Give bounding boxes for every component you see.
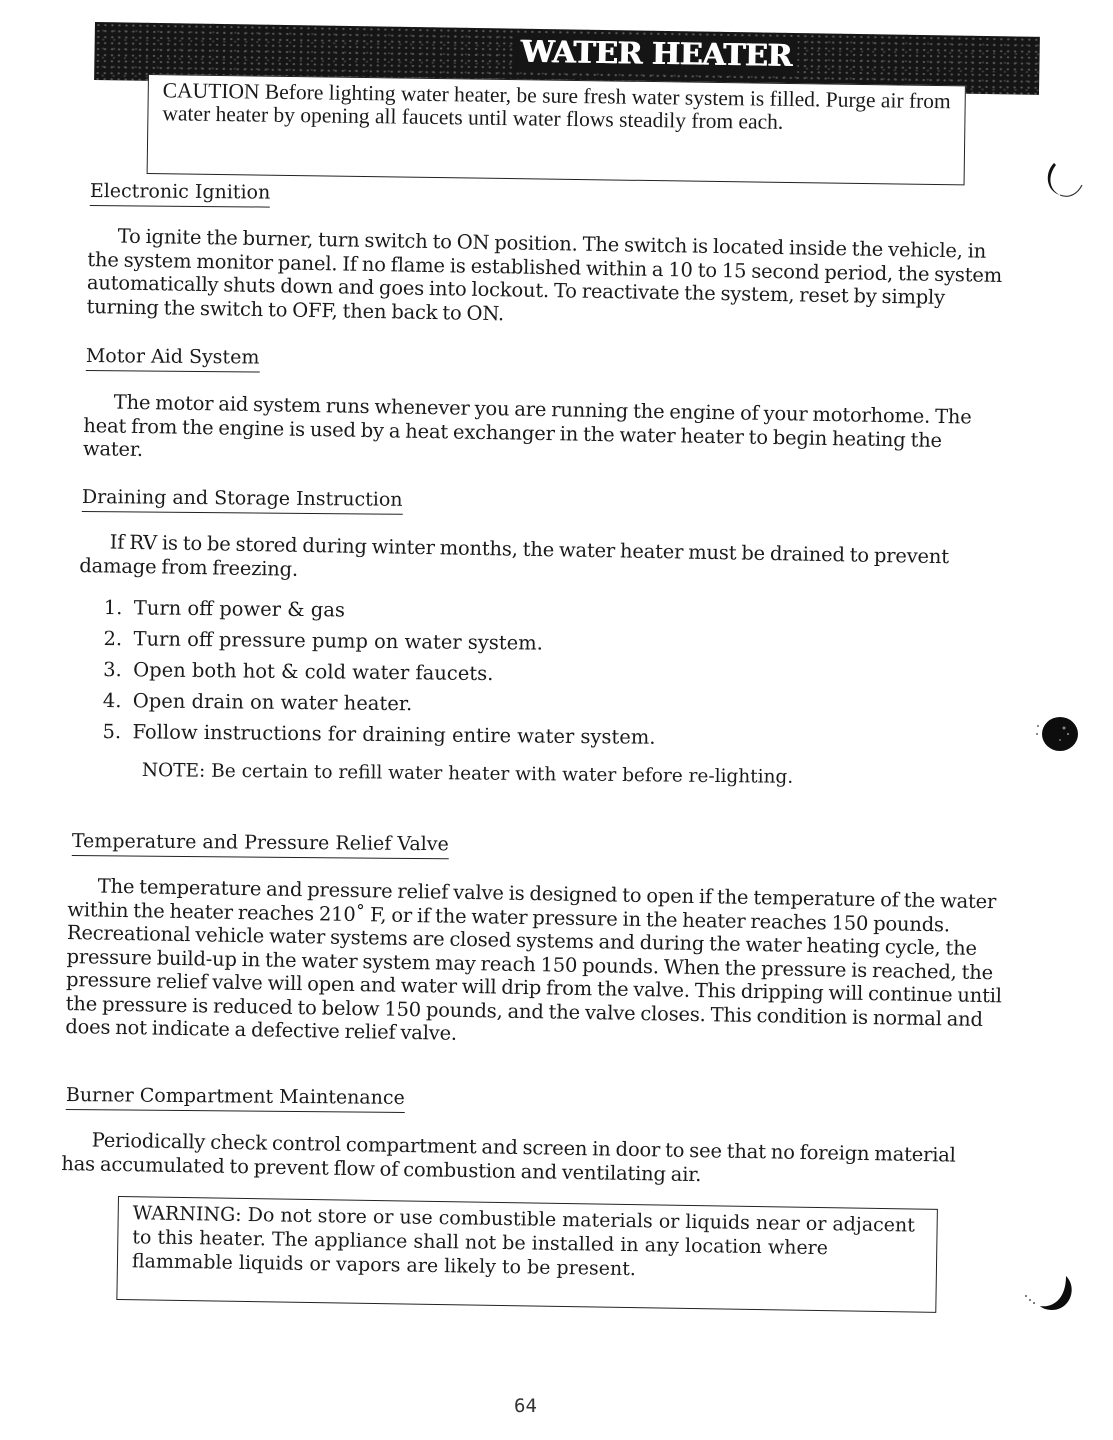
section-heading-relief-valve: Temperature and Pressure Relief Valve: [72, 830, 449, 859]
draining-steps-list: [102, 592, 657, 753]
refill-note: NOTE: Be certain to refill water heater with water before re-lighting.: [141, 760, 794, 788]
page-number: 64: [514, 1395, 537, 1417]
section-body-draining-storage: If RV is to be stored during winter months, the water heater must be drained to prevent damage from freezing.: [79, 530, 950, 581]
list-item: 4. Open drain on water heater.: [102, 688, 413, 716]
punch-hole-bottom-icon: [1020, 1270, 1080, 1320]
list-item: 1. Turn off power & gas: [103, 595, 346, 622]
section-body-motor-aid-system: The motor aid system runs whenever you are running the engine of your motorhome. The heat from the engine is used by a heat exchanger in the water heater to begin heating the water.: [82, 390, 972, 462]
section-heading-motor-aid-system: Motor Aid System: [86, 345, 260, 373]
punch-hole-top-icon: [1040, 155, 1090, 205]
page-title: WATER HEATER: [514, 35, 797, 74]
caution-text: CAUTION Before lighting water heater, be sure fresh water system is filled. Purge air from water heater by opening all faucets until water flows steadily from each.: [162, 78, 951, 134]
section-heading-draining-storage: Draining and Storage Instruction: [82, 486, 403, 515]
list-item: 5. Follow instructions for draining entire water system.: [102, 719, 656, 749]
section-body-electronic-ignition: To ignite the burner, turn switch to ON position. The switch is located inside the vehicle, in the system monitor panel. If no flame is established within a 10 to 15 second period, the system automatically shuts down and goes into lockout. To reactivate the system, reset by simply turning the switch to OFF, then back to ON.: [86, 224, 1003, 325]
section-body-relief-valve: The temperature and pressure relief valve is designed to open if the temperature of the water within the heater reaches 210˚ F, or if the water pressure in the heater reaches 150 pounds. Recreational vehicle water systems are closed systems and during the water heating cycle, the pressure build-up in the water system may reach 150 pounds. When the pressure is reached, the pressure relief valve will open and water will drip from the valve. This dripping will continue until the pressure is reduced to below 150 pounds, and the valve closes. This condition is normal and does not indicate a defective relief valve.: [65, 874, 1003, 1045]
section-body-burner-compartment: Periodically check control compartment and screen in door to see that no foreign material has accumulated to prevent flow of combustion and ventilating air.: [61, 1128, 956, 1186]
caution-box: [147, 74, 966, 185]
section-heading-burner-compartment: Burner Compartment Maintenance: [66, 1084, 405, 1113]
warning-text: WARNING: Do not store or use combustible materials or liquids near or adjacent to this heater. The appliance shall not be installed in any location where flammable liquids or vapors are likely to be present.: [131, 1202, 916, 1281]
section-heading-electronic-ignition: Electronic Ignition: [90, 180, 271, 208]
list-item: 2. Turn off pressure pump on water system.: [103, 626, 544, 655]
punch-hole-middle-icon: [1030, 710, 1085, 760]
list-item: 3. Open both hot & cold water faucets.: [103, 657, 494, 686]
warning-box: [116, 1196, 938, 1313]
